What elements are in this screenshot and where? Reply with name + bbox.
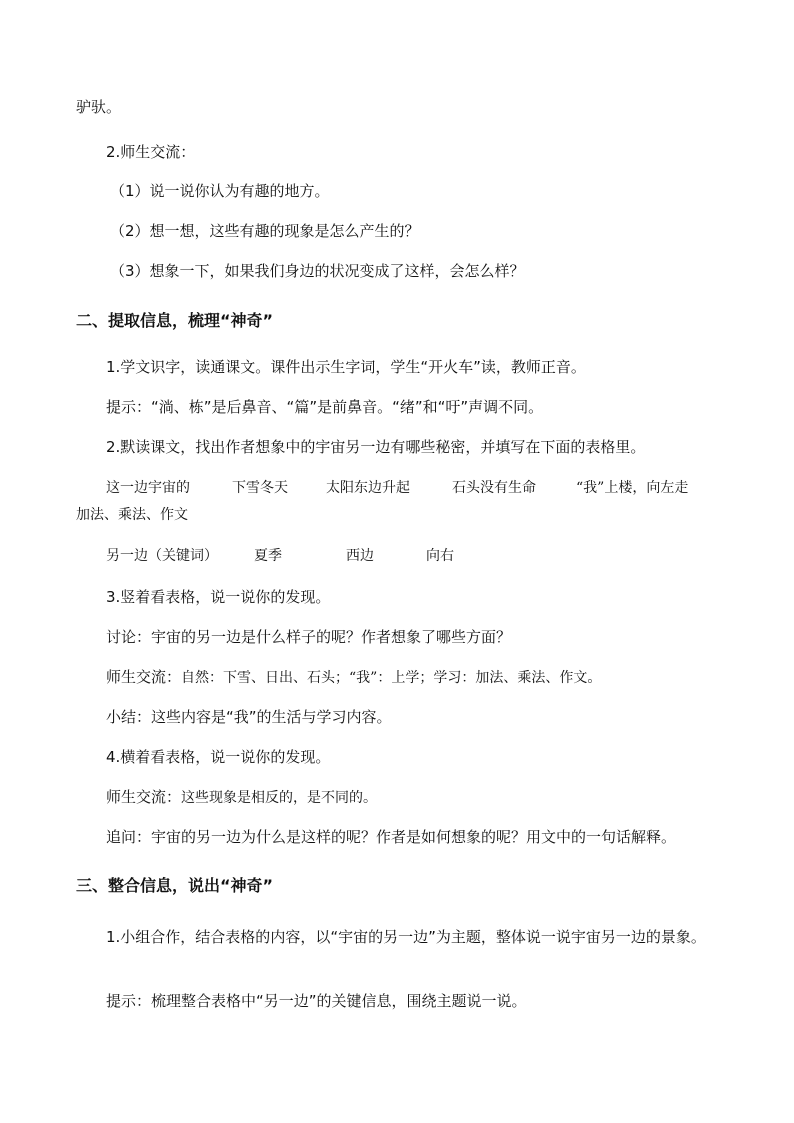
item-4-horizontal: 4.横着看表格，说一说你的发现。 xyxy=(106,748,331,766)
section-heading-2: 二、提取信息，梳理“神奇” xyxy=(76,311,274,330)
pronunciation-tip: 提示：“淌、栋”是后鼻音、“篇”是前鼻音。“绪”和“吁”声调不同。 xyxy=(106,398,544,416)
item-1-group-work: 1.小组合作，结合表格的内容，以“宇宙的另一边”为主题，整体说一说宇宙另一边的景象。 xyxy=(106,928,706,946)
integration-tip: 提示：梳理整合表格中“另一边”的关键信息，围绕主题说一说。 xyxy=(106,992,527,1010)
question-1: （1）说一说你认为有趣的地方。 xyxy=(110,182,330,200)
item-3-vertical: 3.竖着看表格，说一说你的发现。 xyxy=(106,588,331,606)
table-row-other-side xyxy=(76,547,736,567)
row2-west: 西边 xyxy=(346,548,374,564)
row1-sun: 太阳东边升起 xyxy=(326,480,410,496)
row2-right: 向右 xyxy=(426,548,454,564)
table-row-this-side-wrap xyxy=(76,506,736,526)
discussion: 讨论：宇宙的另一边是什么样子的呢？作者想象了哪些方面？ xyxy=(106,628,512,646)
row1-stairs: “我”上楼，向左走 xyxy=(576,480,689,496)
exchange-2-label: 师生交流： xyxy=(106,788,182,806)
row1-label: 这一边宇宙的 xyxy=(106,480,190,496)
item-1-read: 1.学文识字，读通课文。课件出示生字词，学生“开火车”读，教师正音。 xyxy=(106,358,586,376)
section-heading-3: 三、整合信息，说出“神奇” xyxy=(76,876,274,895)
row1-study: 加法、乘法、作文 xyxy=(76,507,188,523)
question-2: （2）想一想，这些有趣的现象是怎么产生的？ xyxy=(110,222,420,240)
exchange-2 xyxy=(106,788,726,808)
exchange-heading: 2.师生交流： xyxy=(106,143,196,161)
paragraph-tail: 驴驮。 xyxy=(76,98,122,116)
row2-label: 另一边（关键词） xyxy=(106,548,218,564)
exchange-2-text: 这些现象是相反的，是不同的。 xyxy=(181,790,378,806)
follow-up-question: 追问：宇宙的另一边为什么是这样的呢？作者是如何想象的呢？用文中的一句话解释。 xyxy=(106,828,677,846)
row2-summer: 夏季 xyxy=(254,548,282,564)
question-3: （3）想象一下，如果我们身边的状况变成了这样，会怎么样？ xyxy=(110,262,525,280)
exchange-1 xyxy=(106,668,726,688)
item-2-silent-read: 2.默读课文，找出作者想象中的宇宙另一边有哪些秘密，并填写在下面的表格里。 xyxy=(106,438,646,456)
table-row-this-side xyxy=(76,479,736,499)
row1-stone: 石头没有生命 xyxy=(452,480,536,496)
exchange-1-label: 师生交流： xyxy=(106,668,182,686)
summary: 小结：这些内容是“我”的生活与学习内容。 xyxy=(106,708,392,726)
exchange-1-text: 自然：下雪、日出、石头；“我”：上学；学习：加法、乘法、作文。 xyxy=(181,670,602,686)
row1-winter: 下雪冬天 xyxy=(232,480,288,496)
